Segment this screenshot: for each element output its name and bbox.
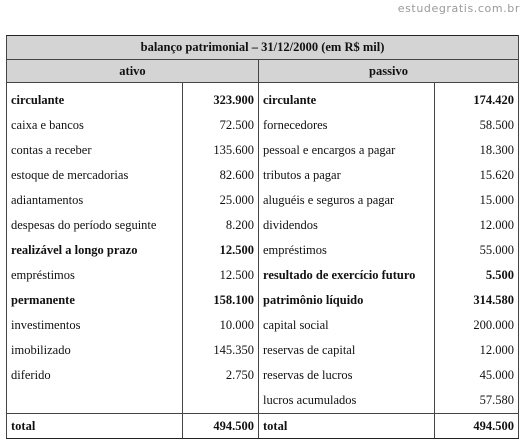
passivo-label: reservas de lucros xyxy=(259,363,435,388)
ativo-value: 25.000 xyxy=(183,188,259,213)
ativo-label xyxy=(7,388,183,414)
ativo-value: 10.000 xyxy=(183,313,259,338)
passivo-header: passivo xyxy=(259,60,519,83)
passivo-label: fornecedores xyxy=(259,113,435,138)
table-title: balanço patrimonial – 31/12/2000 (em R$ mil) xyxy=(7,36,519,60)
passivo-label: circulante xyxy=(259,88,435,113)
ativo-label: estoque de mercadorias xyxy=(7,163,183,188)
passivo-value: 314.580 xyxy=(435,288,519,313)
ativo-label: permanente xyxy=(7,288,183,313)
ativo-label: circulante xyxy=(7,88,183,113)
ativo-value: 8.200 xyxy=(183,213,259,238)
passivo-value: 45.000 xyxy=(435,363,519,388)
ativo-value: 145.350 xyxy=(183,338,259,363)
table-row xyxy=(7,338,519,363)
ativo-value: 323.900 xyxy=(183,88,259,113)
table-row xyxy=(7,113,519,138)
passivo-value: 174.420 xyxy=(435,88,519,113)
passivo-value: 5.500 xyxy=(435,263,519,288)
passivo-label: aluguéis e seguros a pagar xyxy=(259,188,435,213)
ativo-header: ativo xyxy=(7,60,259,83)
ativo-label: adiantamentos xyxy=(7,188,183,213)
passivo-value: 12.000 xyxy=(435,338,519,363)
passivo-value: 15.000 xyxy=(435,188,519,213)
ativo-value: 82.600 xyxy=(183,163,259,188)
passivo-total-label: total xyxy=(259,414,435,439)
ativo-value: 2.750 xyxy=(183,363,259,388)
passivo-value: 18.300 xyxy=(435,138,519,163)
ativo-label: despesas do período seguinte xyxy=(7,213,183,238)
passivo-label: pessoal e encargos a pagar xyxy=(259,138,435,163)
balance-sheet-table xyxy=(6,35,519,439)
table-row xyxy=(7,238,519,263)
ativo-value: 12.500 xyxy=(183,238,259,263)
passivo-label: tributos a pagar xyxy=(259,163,435,188)
section-header-row xyxy=(7,60,519,83)
ativo-label: empréstimos xyxy=(7,263,183,288)
ativo-label: contas a receber xyxy=(7,138,183,163)
passivo-label: dividendos xyxy=(259,213,435,238)
passivo-label: capital social xyxy=(259,313,435,338)
table-row xyxy=(7,288,519,313)
table-row xyxy=(7,313,519,338)
ativo-value: 135.600 xyxy=(183,138,259,163)
passivo-value: 15.620 xyxy=(435,163,519,188)
ativo-value xyxy=(183,388,259,414)
passivo-label: patrimônio líquido xyxy=(259,288,435,313)
table-row xyxy=(7,188,519,213)
watermark: estudegratis.com.br xyxy=(397,2,520,15)
ativo-total-label: total xyxy=(7,414,183,439)
ativo-value: 158.100 xyxy=(183,288,259,313)
table-row xyxy=(7,263,519,288)
passivo-value: 55.000 xyxy=(435,238,519,263)
ativo-value: 12.500 xyxy=(183,263,259,288)
table-title-row xyxy=(7,36,519,60)
passivo-label: reservas de capital xyxy=(259,338,435,363)
ativo-total-value: 494.500 xyxy=(183,414,259,439)
passivo-total-value: 494.500 xyxy=(435,414,519,439)
table-row xyxy=(7,213,519,238)
passivo-value: 57.580 xyxy=(435,388,519,414)
passivo-label: resultado de exercício futuro xyxy=(259,263,435,288)
ativo-label: investimentos xyxy=(7,313,183,338)
total-row xyxy=(7,414,519,439)
ativo-label: diferido xyxy=(7,363,183,388)
table-row xyxy=(7,363,519,388)
table-row xyxy=(7,88,519,113)
ativo-label: caixa e bancos xyxy=(7,113,183,138)
passivo-value: 12.000 xyxy=(435,213,519,238)
passivo-label: lucros acumulados xyxy=(259,388,435,414)
passivo-value: 200.000 xyxy=(435,313,519,338)
table-row xyxy=(7,138,519,163)
table-row xyxy=(7,388,519,414)
ativo-value: 72.500 xyxy=(183,113,259,138)
ativo-label: imobilizado xyxy=(7,338,183,363)
table-row xyxy=(7,163,519,188)
passivo-label: empréstimos xyxy=(259,238,435,263)
ativo-label: realizável a longo prazo xyxy=(7,238,183,263)
passivo-value: 58.500 xyxy=(435,113,519,138)
